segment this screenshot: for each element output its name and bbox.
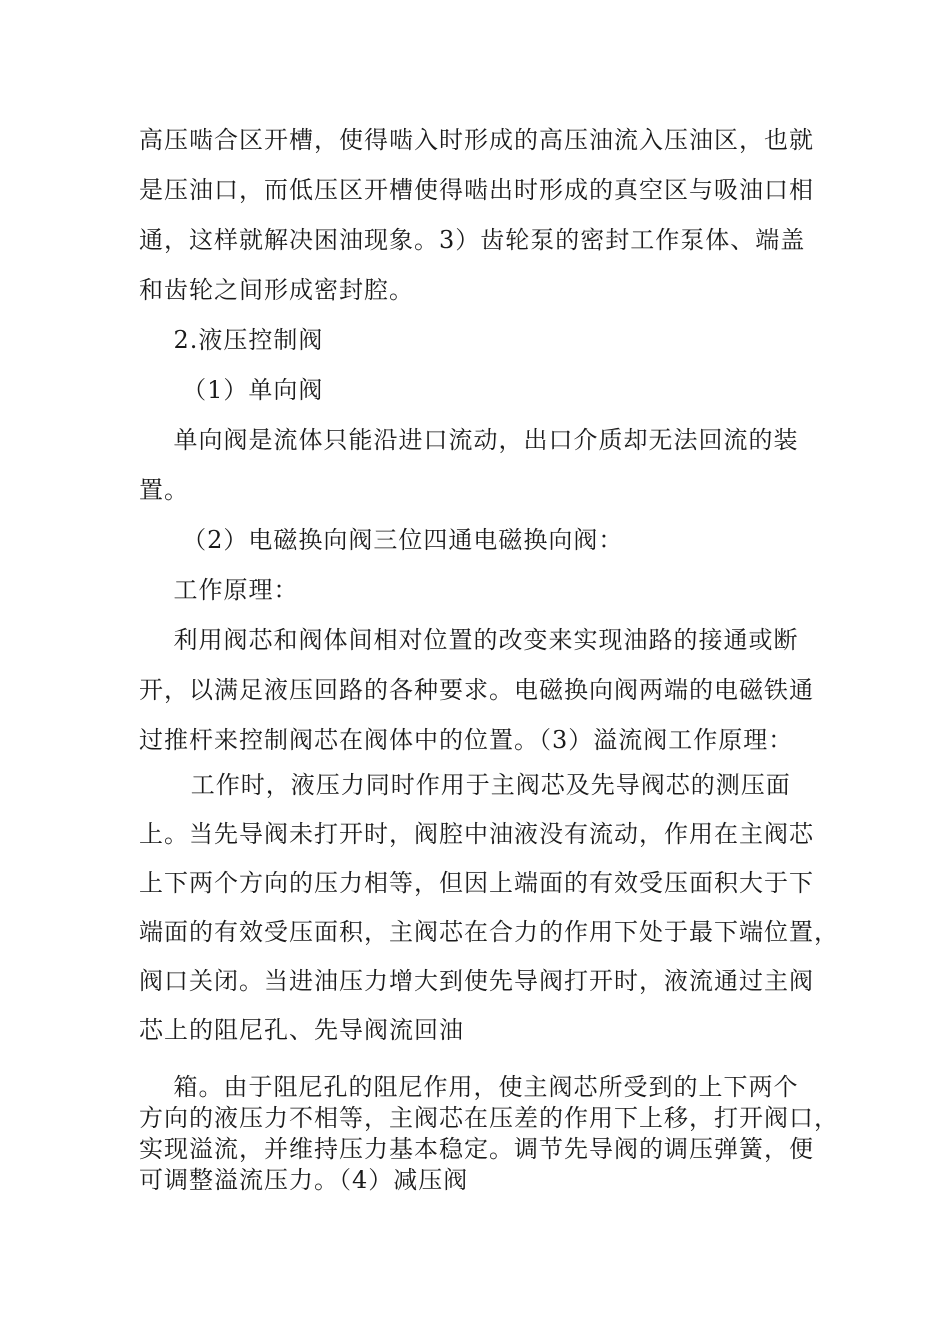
text-block-relief-valve bbox=[139, 761, 839, 1055]
text-line: 利用阀芯和阀体间相对位置的改变来实现油路的接通或断 bbox=[139, 626, 799, 654]
text-line: 可调整溢流压力。（4）减压阀 bbox=[139, 1166, 469, 1194]
text-line: 上下两个方向的压力相等，但因上端面的有效受压面积大于下 bbox=[139, 869, 814, 897]
text-block-pump-and-valves bbox=[139, 115, 839, 765]
text-line: 工作时，液压力同时作用于主阀芯及先导阀芯的测压面 bbox=[139, 771, 791, 799]
text-line: 置。 bbox=[139, 476, 189, 504]
text-line: 单向阀是流体只能沿进口流动，出口介质却无法回流的装 bbox=[139, 426, 799, 454]
text-line: 芯上的阻尼孔、先导阀流回油 bbox=[139, 1016, 464, 1044]
text-line: 开，以满足液压回路的各种要求。电磁换向阀两端的电磁铁通 bbox=[139, 676, 814, 704]
text-block-relief-valve-continued bbox=[139, 1072, 839, 1196]
text-line: 高压啮合区开槽，使得啮入时形成的高压油流入压油区，也就 bbox=[139, 126, 814, 154]
text-line: 工作原理： bbox=[139, 576, 299, 604]
text-line: 是压油口，而低压区开槽使得啮出时形成的真空区与吸油口相 bbox=[139, 176, 814, 204]
text-line: 通，这样就解决困油现象。3）齿轮泵的密封工作泵体、端盖 bbox=[139, 226, 806, 254]
text-line: 阀口关闭。当进油压力增大到使先导阀打开时，液流通过主阀 bbox=[139, 967, 814, 995]
text-line: 过推杆来控制阀芯在阀体中的位置。（3）溢流阀工作原理： bbox=[139, 726, 794, 754]
subsection-heading: （1）单向阀 bbox=[139, 376, 324, 404]
text-line: 端面的有效受压面积，主阀芯在合力的作用下处于最下端位置， bbox=[139, 918, 839, 946]
text-line: 上。当先导阀未打开时，阀腔中油液没有流动，作用在主阀芯 bbox=[139, 820, 814, 848]
subsection-heading: （2）电磁换向阀三位四通电磁换向阀： bbox=[139, 526, 624, 554]
text-line: 实现溢流，并维持压力基本稳定。调节先导阀的调压弹簧，便 bbox=[139, 1135, 814, 1163]
text-line: 方向的液压力不相等，主阀芯在压差的作用下上移，打开阀口， bbox=[139, 1104, 839, 1132]
text-line: 和齿轮之间形成密封腔。 bbox=[139, 276, 414, 304]
section-heading: 2.液压控制阀 bbox=[139, 326, 324, 354]
text-line: 箱。由于阻尼孔的阻尼作用，使主阀芯所受到的上下两个 bbox=[139, 1073, 799, 1101]
